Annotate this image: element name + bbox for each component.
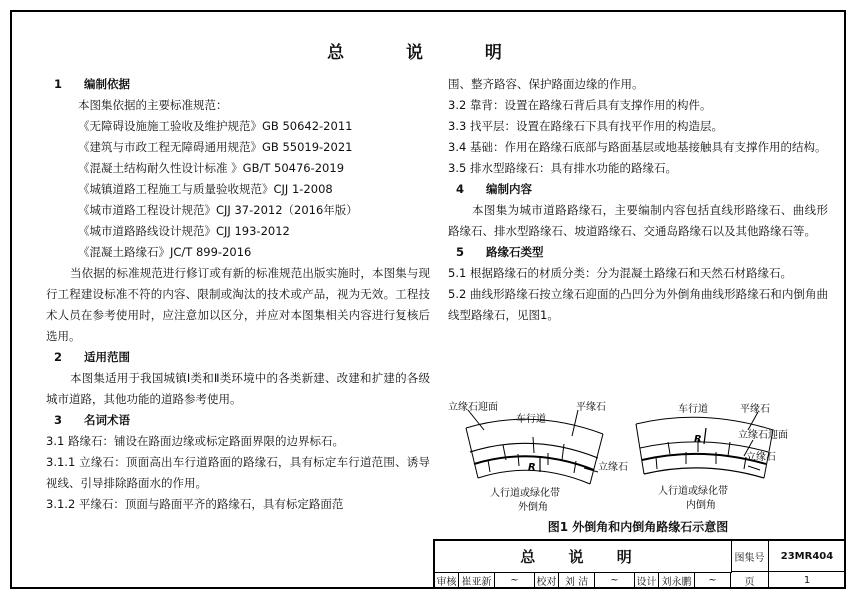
fig-right-side-label: 人行道或绿化带: [658, 486, 728, 497]
fig-right-name-label: 内倒角: [686, 500, 716, 511]
title-block-title: 总 说 明: [435, 541, 732, 573]
fig-left-r-label: R: [528, 462, 536, 473]
term-3-1: 3.1 路缘石：铺设在路面边缘或标定路面界限的边界标石。: [46, 434, 344, 448]
section-heading-2: 2 适用范围: [54, 350, 130, 364]
figure-caption: 图1 外倒角和内倒角路缘石示意图: [547, 520, 729, 534]
refs-intro: 本图集依据的主要标准规范：: [78, 98, 228, 112]
review-signature: ~: [495, 572, 535, 589]
design-label: 设计: [635, 572, 659, 589]
fig-left-side-label: 人行道或绿化带: [490, 488, 560, 499]
term-3-5: 3.5 排水型路缘石：具有排水功能的路缘石。: [448, 161, 677, 175]
type-5-2: 5.2 曲线形路缘石按立缘石迎面的凸凹分为外倒角曲线形路缘石和内倒角曲线型路缘石，见图1。: [448, 287, 828, 322]
ref-item: 《混凝土路缘石》JC/T 899-2016: [78, 245, 252, 259]
term-3-4: 3.4 基础：作用在路缘石底部与路面基层或地基接触具有支撑作用的结构。: [448, 140, 827, 154]
design-signature: ~: [695, 572, 731, 589]
fig-left-road-label: 车行道: [516, 414, 546, 425]
ref-item: 《城市道路工程设计规范》CJJ 37-2012（2016年版）: [78, 203, 358, 217]
ref-item: 《混凝土结构耐久性设计标准 》GB/T 50476-2019: [78, 161, 345, 175]
right-column: [448, 74, 828, 326]
title-block: [433, 539, 846, 589]
term-3-1-2: 3.1.2 平缘石：顶面与路面平齐的路缘石，具有标定路面范: [46, 497, 344, 511]
term-3-1-1: 3.1.1 立缘石：顶面高出车行道路面的路缘石，具有标定车行道范围、诱导视线、引导排除路面水的作用。: [46, 455, 430, 490]
section-heading-1: 1 编制依据: [54, 77, 130, 91]
ref-item: 《城市道路路线设计规范》CJJ 193-2012: [78, 224, 290, 238]
atlas-label: 图集号: [731, 541, 769, 572]
atlas-number: 23MR404: [769, 541, 846, 572]
content-text: 本图集为城市道路路缘石，主要编制内容包括直线形路缘石、曲线形路缘石、排水型路缘石、坡道路缘石、交通岛路缘石以及其他路缘石等。: [448, 203, 828, 238]
fig-left-name-label: 外倒角: [518, 502, 548, 513]
section-heading-4: 4 编制内容: [456, 182, 532, 196]
review-label: 审核: [435, 572, 459, 589]
fig-left-flat-label: 平缘石: [576, 402, 606, 413]
fig-right-road-label: 车行道: [678, 404, 708, 415]
page-number: 1: [769, 572, 846, 589]
review-name: 崔亚新: [459, 572, 495, 589]
term-3-2: 3.2 靠背：设置在路缘石背后具有支撑作用的构件。: [448, 98, 712, 112]
ref-item: 《建筑与市政工程无障碍通用规范》GB 55019-2021: [78, 140, 353, 154]
fig-right-r-label: R: [694, 434, 702, 445]
fig-right-flat-label: 平缘石: [740, 404, 770, 415]
ref-item: 《城镇道路工程施工与质量验收规范》CJJ 1-2008: [78, 182, 333, 196]
check-name: 刘 洁: [559, 572, 595, 589]
inner-chamfer-diagram: [636, 412, 773, 478]
term-3-1-2-cont: 围、整齐路容、保护路面边缘的作用。: [448, 77, 644, 91]
design-name: 刘永鹏: [659, 572, 695, 589]
check-signature: ~: [595, 572, 635, 589]
left-column: [46, 74, 430, 515]
scope-text: 本图集适用于我国城镇Ⅰ类和Ⅱ类环境中的各类新建、改建和扩建的各级城市道路，其他功能的道路参考使用。: [46, 371, 430, 406]
check-label: 校对: [535, 572, 559, 589]
fig-left-vert-label: 立缘石: [598, 462, 628, 473]
fig-right-face-label: 立缘石迎面: [738, 430, 788, 441]
page-label: 页: [731, 572, 769, 589]
ref-item: 《无障碍设施施工验收及维护规范》GB 50642-2011: [78, 119, 353, 133]
fig-left-face-label: 立缘石迎面: [448, 402, 498, 413]
page-title: 总 说 明: [327, 43, 530, 63]
type-5-1: 5.1 根据路缘石的材质分类：分为混凝土路缘石和天然石材路缘石。: [448, 266, 792, 280]
standards-note: 当依据的标准规范进行修订或有新的标准规范出版实施时，本图集与现行工程建设标准不符的内容、限制或淘汰的技术或产品，视为无效。工程技术人员在参考使用时，应注意加以区分，并应对本图集相关内容进行复核后选用。: [46, 266, 430, 343]
section-heading-5: 5 路缘石类型: [456, 245, 544, 259]
section-heading-3: 3 名词术语: [54, 413, 130, 427]
fig-right-vert-label: 立缘石: [746, 452, 776, 463]
term-3-3: 3.3 找平层：设置在路缘石下具有找平作用的构造层。: [448, 119, 723, 133]
